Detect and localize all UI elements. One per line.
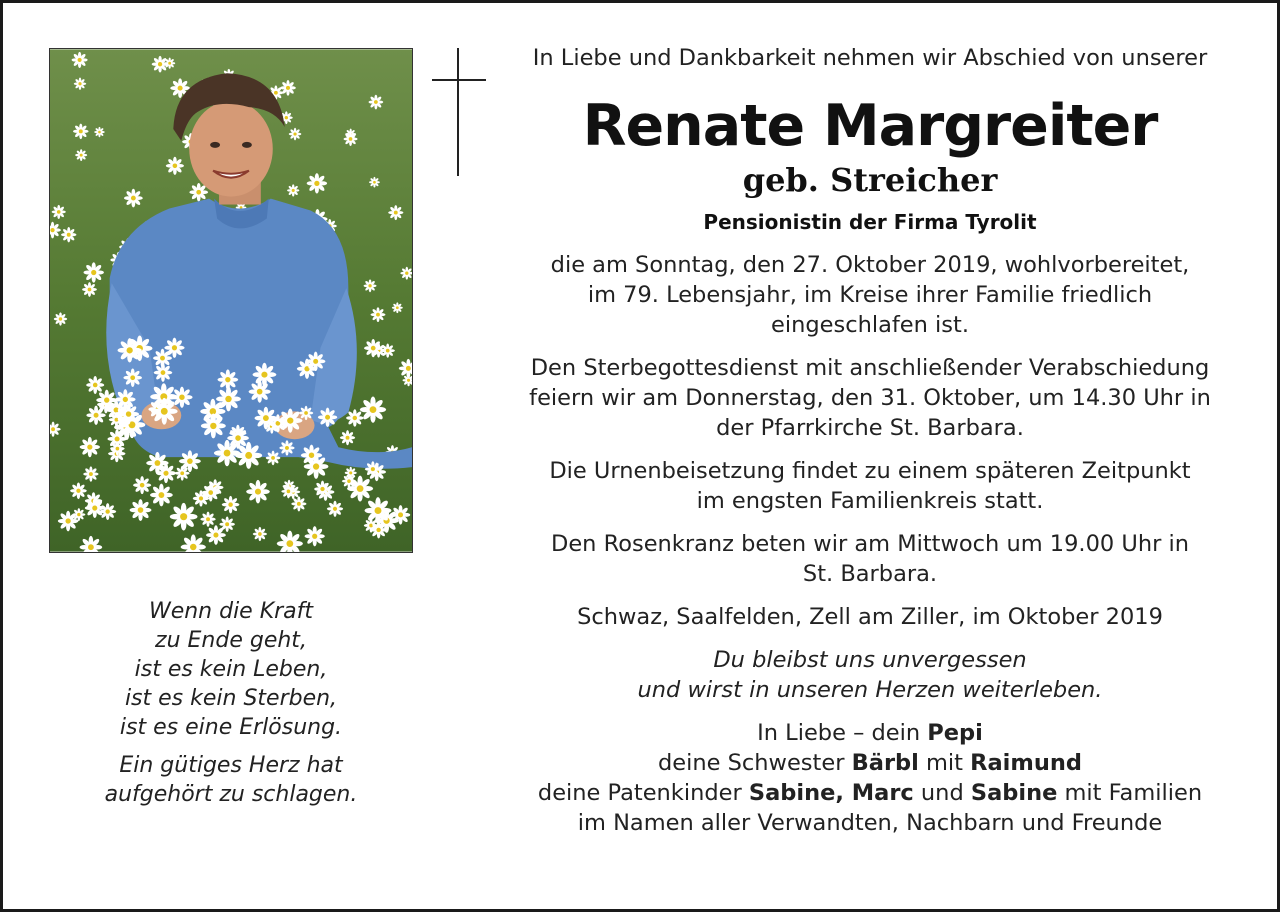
poem-line: Ein gütiges Herz hat [119,753,343,778]
place-and-date: Schwaz, Saalfelden, Zell am Ziller, im Oktober 2019 [577,604,1163,630]
poem-line: aufgehört zu schlagen. [104,782,358,807]
service-line: Den Sterbegottesdienst mit anschließender Verabschiedung [530,355,1210,381]
urn-line: Die Urnenbeisetzung findet zu einem späteren Zeitpunkt [549,458,1191,484]
mourner-name: Sabine, Marc [748,780,914,806]
poem-line: ist es kein Leben, [134,657,328,682]
mourners-line-1 [503,718,1237,748]
remembrance [503,645,1237,705]
death-line: eingeschlafen ist. [771,312,969,338]
service-line: der Pfarrkirche St. Barbara. [716,415,1024,441]
poem [43,597,419,809]
poem-stanza-2 [43,751,419,809]
poem-line: zu Ende geht, [155,628,307,653]
rosary [503,529,1237,589]
remembrance-line: und wirst in unseren Herzen weiterleben. [637,677,1103,703]
urn-line: im engsten Familienkreis statt. [696,488,1044,514]
mourner-name: Raimund [970,750,1082,776]
rosary-line: St. Barbara. [802,561,938,587]
poem-line: ist es eine Erlösung. [119,715,343,740]
cross-vertical-bar [457,48,459,176]
text: mit Familien [1057,780,1203,806]
rosary-line: Den Rosenkranz beten wir am Mittwoch um 19.00 Uhr in [551,531,1189,557]
death-notice [503,250,1237,340]
deceased-name: Renate Margreiter [582,93,1158,159]
birth-name: geb. Streicher [742,161,998,199]
mourner-name: Sabine [970,780,1058,806]
funeral-service [503,353,1237,443]
text: deine Schwester [658,750,852,776]
text: In Liebe – dein [757,720,928,746]
intro-line: In Liebe und Dankbarkeit nehmen wir Abschied von unserer [532,45,1208,71]
remembrance-line: Du bleibst uns unvergessen [713,647,1027,673]
death-line: die am Sonntag, den 27. Oktober 2019, wohlvorbereitet, [550,252,1190,278]
text: mit [918,750,971,776]
poem-line: ist es kein Sterben, [124,686,338,711]
cross-horizontal-bar [432,79,486,81]
service-line: feiern wir am Donnerstag, den 31. Oktober, um 14.30 Uhr in [529,385,1211,411]
mourners-line-2 [503,748,1237,778]
text: und [913,780,971,806]
mourners-line-4: im Namen aller Verwandten, Nachbarn und Freunde [577,810,1163,836]
text: deine Patenkinder [537,780,749,806]
mourners-line-3 [503,778,1237,808]
death-line: im 79. Lebensjahr, im Kreise ihrer Familie friedlich [587,282,1153,308]
obituary-text [503,43,1237,838]
occupation: Pensionistin der Firma Tyrolit [703,210,1037,234]
mourners [503,718,1237,838]
portrait-photo [49,48,413,553]
urn-burial [503,456,1237,516]
mourner-name: Pepi [927,720,983,746]
poem-line: Wenn die Kraft [148,599,314,624]
poem-stanza-1 [43,597,419,742]
mourner-name: Bärbl [851,750,919,776]
